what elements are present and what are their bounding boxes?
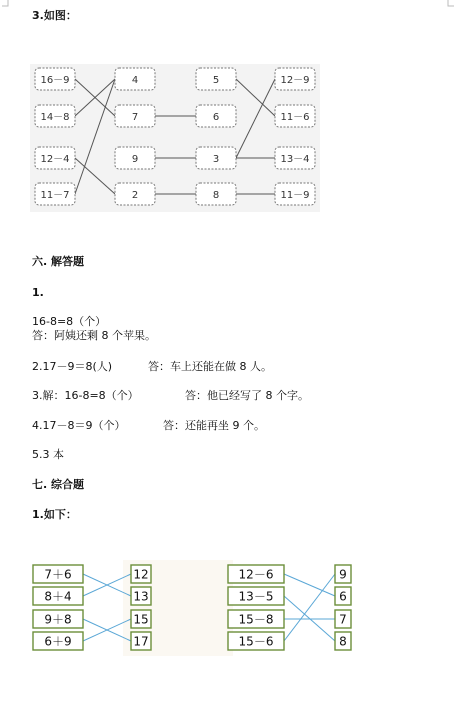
fig2-left-result-text: 15 [133, 612, 149, 627]
fig2-right-expr-box [228, 632, 284, 650]
section-7-title: 七. 综合题 [32, 478, 85, 491]
fig1-expr-left-text: 14－8 [40, 112, 70, 123]
answer-5: 5.3 本 [32, 448, 64, 461]
fig1-number-a-text: 2 [131, 190, 139, 201]
answer-1-equation: 16-8=8（个） [32, 315, 107, 328]
fig1-expr-right-box [275, 147, 315, 169]
section-6-title: 六. 解答题 [32, 255, 85, 268]
answer-4-equation: 4.17－8＝9（个） [32, 419, 126, 432]
answer-3-equation: 3.解：16-8=8（个） [32, 389, 139, 402]
matching-figure-2 [28, 560, 360, 656]
question-3-heading: 3.如图： [32, 9, 77, 22]
section-7-question-1: 1.如下： [32, 508, 77, 521]
fig1-number-a-text: 7 [131, 112, 139, 123]
fig1-number-a-box [115, 68, 155, 90]
fig1-number-b-box [196, 183, 236, 205]
fig2-left-result-box [131, 610, 151, 628]
answer-2-equation: 2.17－9＝8(人) [32, 360, 113, 373]
fig1-expr-left-box [35, 147, 75, 169]
fig1-expr-left-box [35, 183, 75, 205]
fig2-right-result-box [335, 565, 351, 583]
fig2-right-result-box [335, 587, 351, 605]
fig1-number-b-box [196, 68, 236, 90]
corner-mark-right [446, 0, 454, 8]
fig1-number-b-text: 8 [212, 190, 220, 201]
fig1-expr-left-text: 16－9 [40, 75, 70, 86]
fig2-left-expr-box [33, 632, 83, 650]
fig2-right-result-box [335, 610, 351, 628]
corner-mark-left [2, 0, 10, 8]
fig2-left-expr-box [33, 610, 83, 628]
fig1-expr-left-box [35, 105, 75, 127]
fig1-expr-right-text: 11－9 [280, 190, 310, 201]
fig1-expr-right-text: 12－9 [280, 75, 310, 86]
fig2-left-result-text: 12 [133, 567, 149, 582]
answer-1-sentence: 答：阿姨还剩 8 个苹果。 [32, 329, 156, 342]
fig1-number-b-box [196, 105, 236, 127]
fig2-right-expr-text: 15－8 [238, 612, 274, 627]
fig2-right-result-text: 7 [339, 612, 347, 627]
fig1-number-b-text: 6 [212, 112, 220, 123]
fig1-number-a-text: 9 [131, 154, 139, 165]
fig2-left-expr-box [33, 587, 83, 605]
fig1-expr-left-box [35, 68, 75, 90]
fig1-number-a-box [115, 147, 155, 169]
fig2-right-expr-box [228, 565, 284, 583]
fig2-right-result-text: 6 [339, 589, 347, 604]
fig2-left-expr-box [33, 565, 83, 583]
fig1-expr-left-text: 11－7 [40, 190, 70, 201]
fig2-left-result-box [131, 587, 151, 605]
fig2-right-expr-text: 12－6 [238, 567, 274, 582]
fig1-expr-left-text: 12－4 [40, 154, 70, 165]
fig2-left-expr-text: 9＋8 [44, 612, 72, 627]
fig2-left-expr-text: 7＋6 [44, 567, 72, 582]
fig2-right-expr-box [228, 610, 284, 628]
fig1-expr-right-box [275, 105, 315, 127]
fig2-left-result-text: 13 [133, 589, 149, 604]
fig1-number-a-box [115, 105, 155, 127]
answer-4-sentence: 答：还能再坐 9 个。 [163, 419, 265, 432]
fig1-expr-right-box [275, 68, 315, 90]
answer-3-sentence: 答：他已经写了 8 个字。 [185, 389, 309, 402]
fig1-expr-right-box [275, 183, 315, 205]
matching-figure-1 [30, 64, 320, 212]
fig1-expr-right-text: 13－4 [280, 154, 310, 165]
fig2-right-expr-box [228, 587, 284, 605]
fig2-left-expr-text: 6＋9 [44, 634, 72, 649]
fig2-right-result-text: 8 [339, 634, 347, 649]
fig2-right-result-box [335, 632, 351, 650]
fig1-number-b-box [196, 147, 236, 169]
fig2-right-result-text: 9 [339, 567, 347, 582]
fig2-right-expr-text: 15－6 [238, 634, 274, 649]
fig1-number-b-text: 3 [212, 154, 220, 165]
answer-2-sentence: 答：车上还能在做 8 人。 [148, 360, 272, 373]
fig2-left-result-text: 17 [133, 634, 149, 649]
fig2-right-expr-text: 13－5 [238, 589, 274, 604]
fig1-number-a-text: 4 [131, 75, 139, 86]
fig1-number-a-box [115, 183, 155, 205]
fig1-number-b-text: 5 [212, 75, 220, 86]
fig2-left-result-box [131, 632, 151, 650]
fig2-left-expr-text: 8＋4 [44, 589, 72, 604]
fig1-expr-right-text: 11－6 [280, 112, 310, 123]
fig2-left-result-box [131, 565, 151, 583]
answer-1-label: 1. [32, 286, 44, 299]
